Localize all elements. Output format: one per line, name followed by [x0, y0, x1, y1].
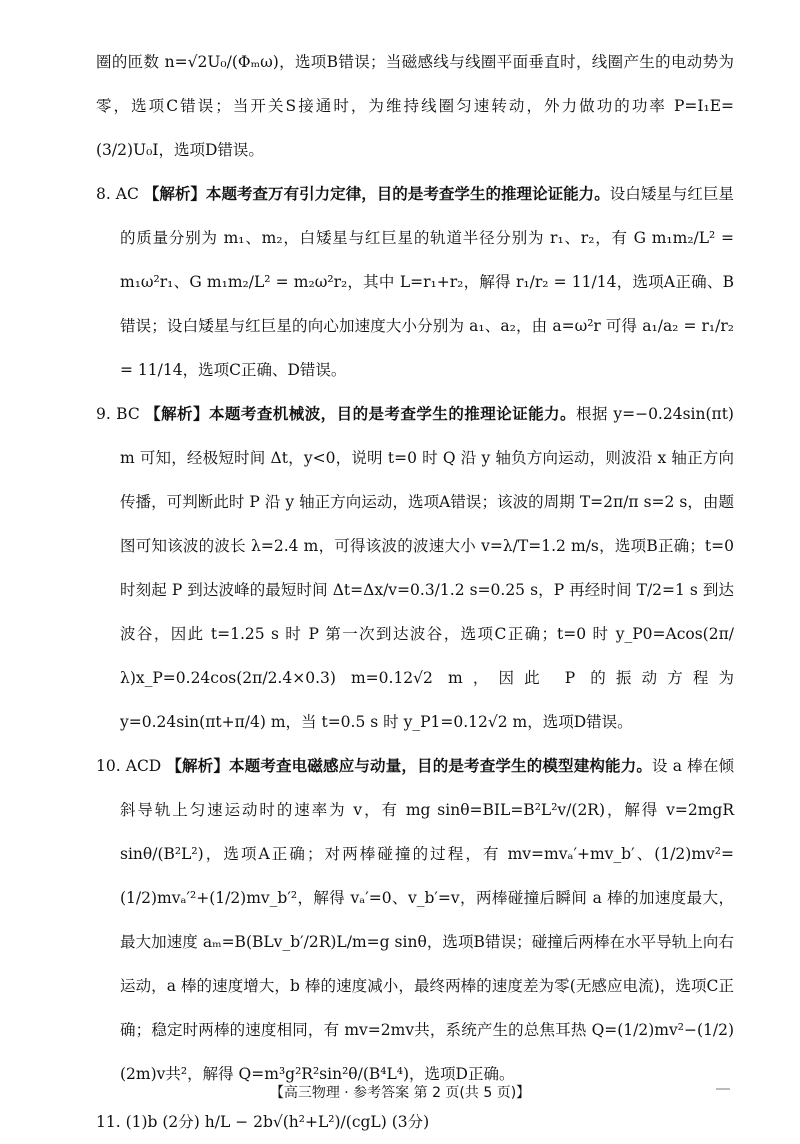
page-footer: 【高三物理 · 参考答案 第 2 页(共 5 页)】 [269, 1085, 531, 1101]
q10-analysis-heading: 【解析】本题考查电磁感应与动量，目的是考查学生的模型建构能力。 [166, 756, 653, 775]
q10-answer-label: 10. ACD [96, 757, 162, 775]
footer-mark [716, 1088, 730, 1090]
answer-q11: 11. (1)b (2分) h/L − 2b√(h²+L²)/(cgL) (3分) [96, 1113, 430, 1131]
q9-answer-label: 9. BC [96, 405, 140, 423]
q9-analysis-heading: 【解析】本题考查机械波，目的是考查学生的推理论证能力。 [145, 404, 577, 423]
answer-q10 [96, 744, 734, 1096]
q10-analysis-text: 设 a 棒在倾斜导轨上匀速运动时的速率为 v，有 mg sinθ=BIL=B²L²v/(2R)，解得 v=2mgR sinθ/(B²L²)，选项A正确；对两棒碰撞的过程，有 mv=mvₐ′+mv_b′、(1/2)mv²=(1/2)mvₐ′²+(1/2)mv_b′²，解得 vₐ′=0、v_b′=v，两棒碰撞后瞬间 a 棒的加速度最大，最大加速度 aₘ=B(BLv_b′/2R)L/m=g sinθ，选项B错误；碰撞后两棒在水平导轨上向右运动，a 棒的速度增大，b 棒的速度减小，最终两棒的速度差为零(无感应电流)，选项C正确；稳定时两棒的速度相同，有 mv=2mv共，系统产生的总焦耳热 Q=(1/2)mv²−(1/2)(2m)v共²，解得 Q=m³g²R²sin²θ/(B⁴L⁴)，选项D正确。 [120, 757, 734, 1083]
q8-analysis-text: 设白矮星与红巨星的质量分别为 m₁、m₂，白矮星与红巨星的轨道半径分别为 r₁、r₂，有 G m₁m₂/L² = m₁ω²r₁、G m₁m₂/L² = m₂ω²r₂，其中 L=r₁+r₂，解得 r₁/r₂ = 11/14，选项A正确、B错误；设白矮星与红巨星的向心加速度大小分别为 a₁、a₂，由 a=ω²r 可得 a₁/a₂ = r₁/r₂ = 11/14，选项C正确、D错误。 [120, 185, 734, 379]
paragraph-q7-continued: 圈的匝数 n=√2U₀/(Φₘω)，选项B错误；当磁感线与线圈平面垂直时，线圈产生的电动势为零，选项C错误；当开关S接通时，为维持线圈匀速转动，外力做功的功率 P=I₁E=(3/2)U₀I，选项D错误。 [96, 53, 734, 159]
q8-answer-label: 8. AC [96, 185, 139, 203]
q9-analysis-text: 根据 y=−0.24sin(πt) m 可知，经极短时间 Δt，y<0，说明 t=0 时 Q 沿 y 轴负方向运动，则波沿 x 轴正方向传播，可判断此时 P 沿 y 轴正方向运动，选项A错误；该波的周期 T=2π/π s=2 s，由题图可知该波的波长 λ=2.4 m，可得该波的波速大小 v=λ/T=1.2 m/s，选项B正确；t=0 时刻起 P 到达波峰的最短时间 Δt=Δx/v=0.3/1.2 s=0.25 s，P 再经时间 T/2=1 s 到达波谷，因此 t=1.25 s 时 P 第一次到达波谷，选项C正确；t=0 时 y_P0=Acos(2π/λ)x_P=0.24cos(2π/2.4×0.3) m=0.12√2 m，因此 P 的振动方程为 y=0.24sin(πt+π/4) m，当 t=0.5 s 时 y_P1=0.12√2 m，选项D错误。 [120, 405, 734, 731]
answer-q8 [96, 172, 734, 392]
q8-analysis-heading: 【解析】本题考查万有引力定律，目的是考查学生的推理论证能力。 [143, 184, 610, 203]
answer-q9 [96, 392, 734, 744]
